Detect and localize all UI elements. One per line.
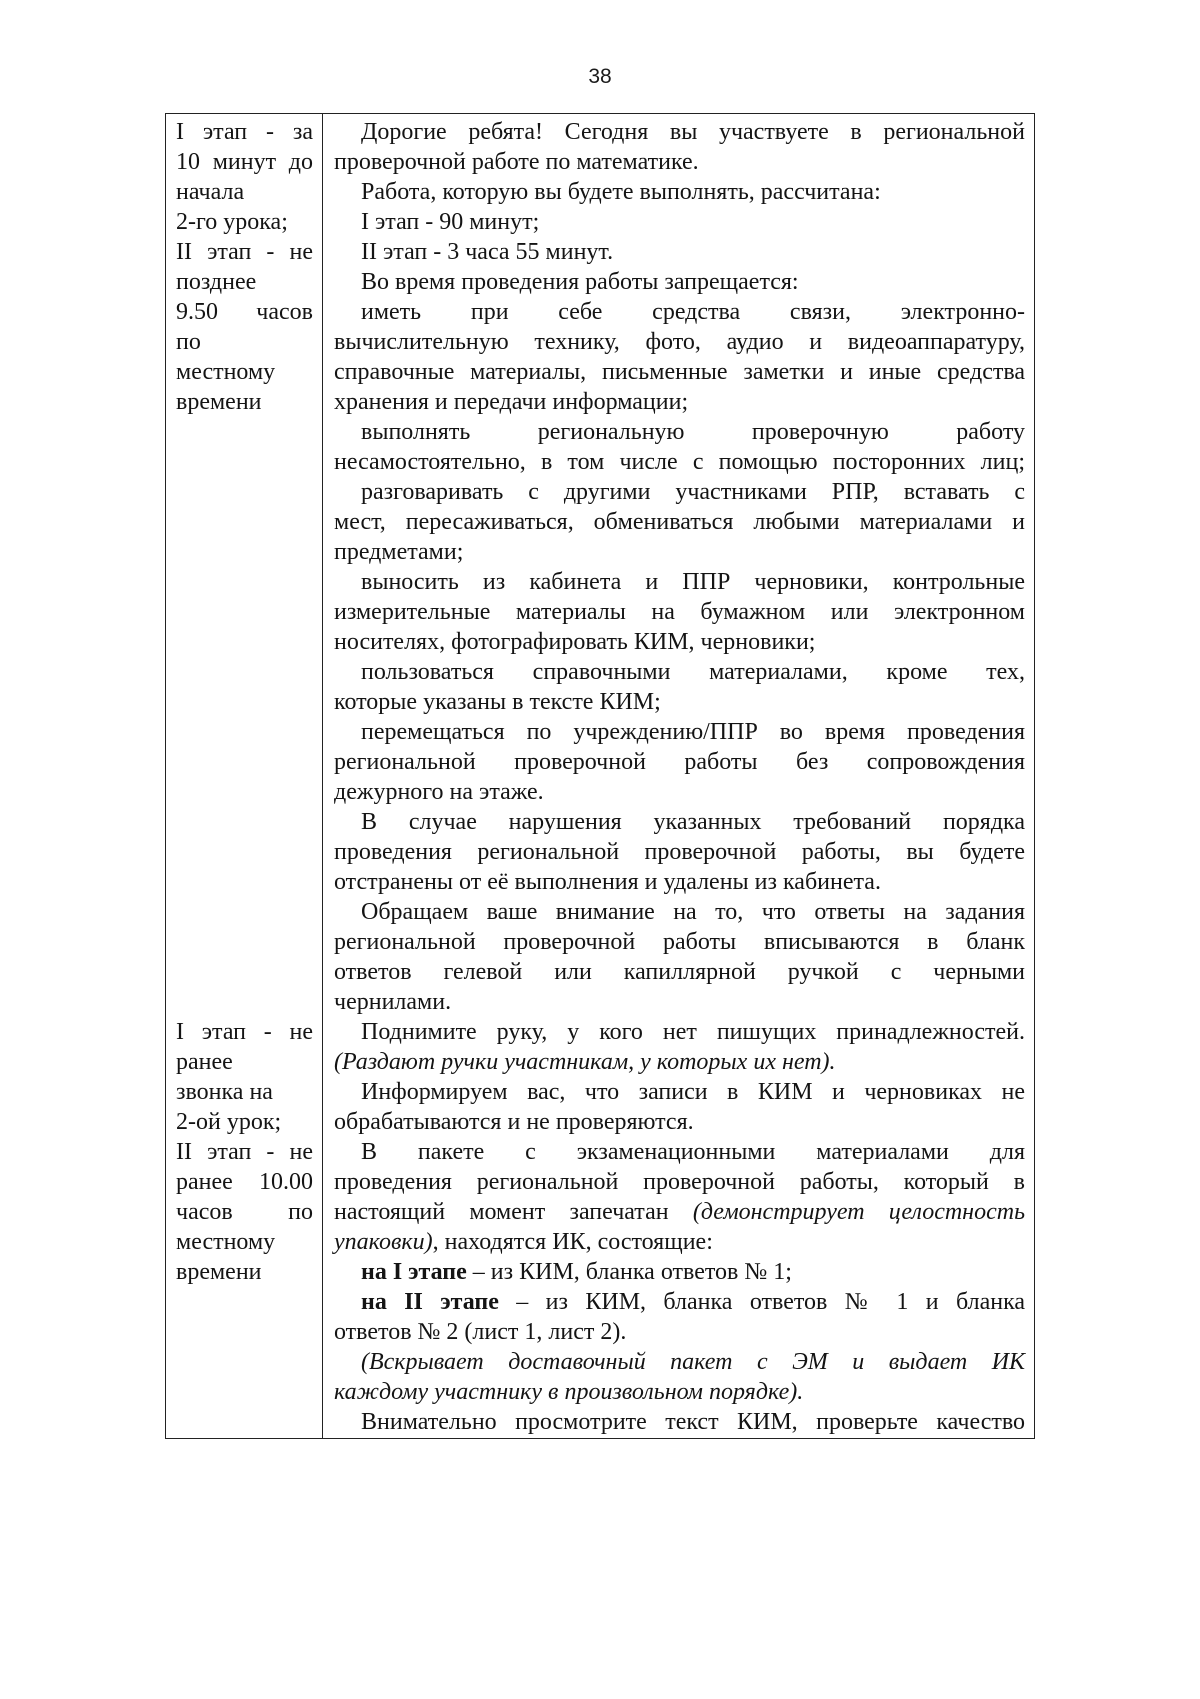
instructions-table [165,113,1035,1439]
instruction-line: выполнять региональную проверочную работу [361,419,1025,445]
instruction-line: Информируем вас, что записи в КИМ и черновиках не [361,1079,1025,1105]
timing-line: 9.50 часов [176,299,313,325]
instruction-line: Обращаем ваше внимание на то, что ответы на задания [361,899,1025,925]
table-row [166,1017,1034,1438]
instruction-line: измерительные материалы на бумажном или электронном [334,599,1025,625]
timing-line: II этап - не [176,239,313,265]
instruction-line: мест, пересаживаться, обмениваться любыми материалами и [334,509,1025,535]
instruction-text: – из КИМ, бланка ответов № 1; [472,1259,792,1285]
timing-line: по [176,329,201,355]
instruction-line: Поднимите руку, у кого нет пишущих принадлежностей. [361,1019,1025,1045]
table-row [166,114,1034,1017]
timing-line: ранее [176,1049,233,1075]
timing-line: времени [176,1259,262,1285]
stage-direction: (демонстрирует целостность [692,1199,1025,1225]
instruction-line: региональной проверочной работы вписываются в бланк [334,929,1025,955]
instruction-line: (Раздают ручки участникам, у которых их нет). [334,1049,836,1075]
instruction-line: региональной проверочной работы без сопровождения [334,749,1025,775]
instruction-line: Во время проведения работы запрещается: [361,269,799,295]
instruction-text: настоящий момент запечатан [334,1199,669,1225]
instruction-line: В случае нарушения указанных требований порядка [361,809,1025,835]
instruction-line: В пакете с экзаменационными материалами для [361,1139,1025,1165]
timing-line: II этап - не [176,1139,313,1165]
timing-line: местному [176,1229,276,1255]
timing-line: часов по [176,1199,313,1225]
instruction-cell [323,114,1034,1017]
instruction-cell [323,1017,1034,1438]
instruction-line: Работа, которую вы будете выполнять, рассчитана: [361,179,881,205]
timing-line: I этап - за [176,119,313,145]
timing-cell [166,114,323,1017]
instruction-line: I этап - 90 минут; [361,209,540,235]
instruction-line: ответов гелевой или капиллярной ручкой с черными [334,959,1025,985]
instruction-line: выносить из кабинета и ППР черновики, контрольные [361,569,1025,595]
timing-line: 2-го урока; [176,209,288,235]
instruction-line: вычислительную технику, фото, аудио и видеоаппаратуру, [334,329,1025,355]
instruction-line: проведения региональной проверочной работы, который в [334,1169,1025,1195]
instruction-line: чернилами. [334,989,452,1015]
stage-label: на I этапе [361,1259,467,1285]
timing-line: I этап - не [176,1019,313,1045]
instruction-text: , находятся ИК, состоящие: [432,1229,713,1255]
instruction-line [334,1197,1025,1227]
instruction-line: дежурного на этаже. [334,779,544,805]
instruction-line: Дорогие ребята! Сегодня вы участвуете в региональной [361,119,1025,145]
timing-line: позднее [176,269,257,295]
instruction-line: носителях, фотографировать КИМ, черновики; [334,629,816,655]
instruction-line: несамостоятельно, в том числе с помощью посторонних лиц; [334,449,1025,475]
instruction-line: хранения и передачи информации; [334,389,689,415]
instruction-line: II этап - 3 часа 55 минут. [361,239,614,265]
instruction-line [334,1227,1025,1257]
timing-line: ранее 10.00 [176,1169,313,1195]
timing-line: местному [176,359,276,385]
timing-cell [166,1017,323,1438]
instruction-line: перемещаться по учреждению/ППР во время проведения [361,719,1025,745]
timing-line: времени [176,389,262,415]
timing-line: 2-ой урок; [176,1109,282,1135]
instruction-text: – из КИМ, бланка ответов № 1 и бланка [516,1289,1026,1315]
instruction-line: отстранены от её выполнения и удалены из кабинета. [334,869,881,895]
timing-line: начала [176,179,245,205]
instruction-line: предметами; [334,539,464,565]
instruction-line: обрабатываются и не проверяются. [334,1109,694,1135]
instruction-line: иметь при себе средства связи, электронно- [361,299,1025,325]
instruction-line: справочные материалы, письменные заметки и иные средства [334,359,1025,385]
timing-line: звонка на [176,1079,273,1105]
instruction-line: проверочной работе по математике. [334,149,699,175]
stage-label: на II этапе [361,1289,499,1315]
timing-line: 10 минут до [176,149,313,175]
instruction-line: Внимательно просмотрите текст КИМ, проверьте качество [361,1409,1025,1435]
instruction-line: которые указаны в тексте КИМ; [334,689,661,715]
page-number: 38 [588,65,612,88]
instruction-line: (Вскрывает доставочный пакет с ЭМ и выдает ИК [361,1349,1025,1375]
instruction-line [334,1257,1025,1287]
stage-direction: упаковки) [334,1229,433,1255]
instruction-line [334,1287,1025,1317]
instruction-line: каждому участнику в произвольном порядке). [334,1379,804,1405]
instruction-line: ответов № 2 (лист 1, лист 2). [334,1319,627,1345]
instruction-line: разговаривать с другими участниками РПР, вставать с [361,479,1025,505]
instruction-line: проведения региональной проверочной работы, вы будете [334,839,1025,865]
instruction-line: пользоваться справочными материалами, кроме тех, [361,659,1025,685]
